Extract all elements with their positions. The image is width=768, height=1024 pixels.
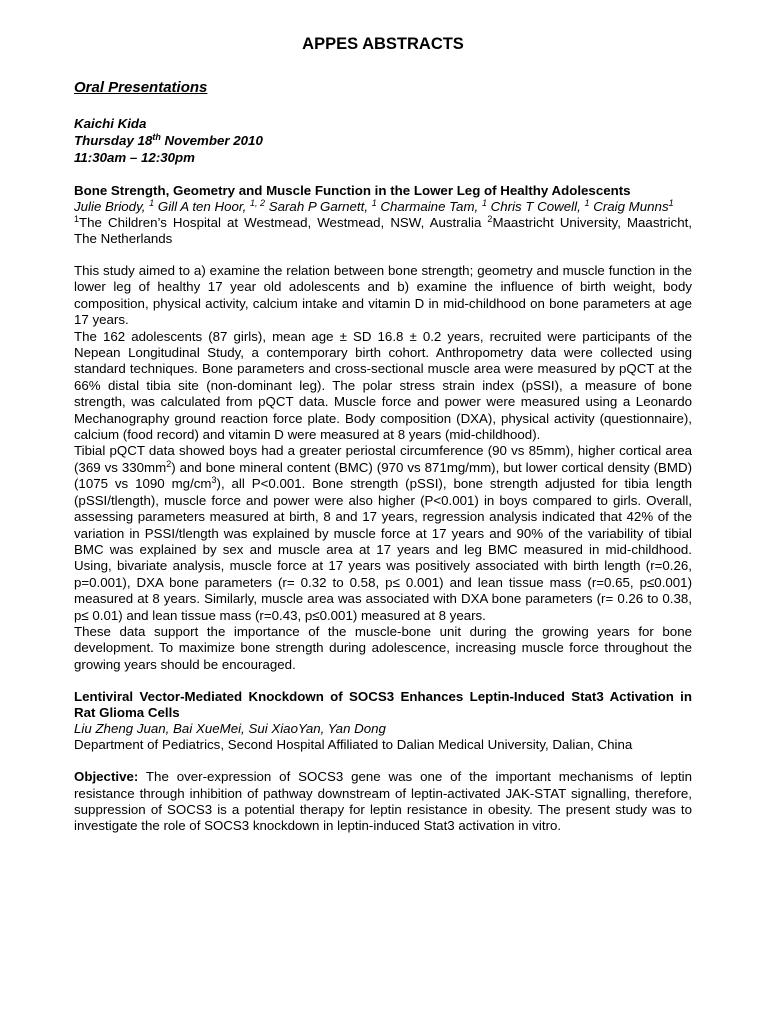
objective-label: Objective: bbox=[74, 769, 139, 785]
abstract-1-paragraph: This study aimed to a) examine the relation between bone strength; geometry and muscle function in the lower leg of healthy 17 year old adolescents and b) examine the influence of birth weight, body composition, physical activity, calcium intake and vitamin D in mid-childhood on bone parameters at age 17 years. bbox=[74, 263, 692, 328]
abstract-2 bbox=[74, 689, 692, 835]
abstract-2-objective: Objective: The over-expression of SOCS3 gene was one of the important mechanisms of leptin resistance through inhibition of pathway downstream of leptin-activated JAK-STAT signalling, therefore, suppression of SOCS3 is a potential therapy for leptin resistance in obesity. The present study was to investigate the role of SOCS3 knockdown in leptin-induced Stat3 activation in vitro. bbox=[74, 769, 692, 834]
document-page bbox=[74, 34, 692, 835]
abstract-2-authors: Liu Zheng Juan, Bai XueMei, Sui XiaoYan, Yan Dong bbox=[74, 721, 386, 737]
session-date: Thursday 18th November 2010 bbox=[74, 132, 263, 148]
document-title: APPES ABSTRACTS bbox=[302, 35, 464, 53]
session-info bbox=[74, 115, 692, 166]
abstract-2-title: Lentiviral Vector-Mediated Knockdown of SOCS3 Enhances Leptin-Induced Stat3 Activation in Rat Glioma Cells bbox=[74, 689, 692, 721]
session-chair: Kaichi Kida bbox=[74, 116, 147, 131]
abstract-1-authors: Julie Briody, $^1$ Gill A ten Hoor, $^{1, 2}$ Sarah P Garnett, $^1$ Charmaine Tam, $^1$ Chris T Cowell, $^1$ Craig Munns$^1$ bbox=[74, 198, 674, 214]
abstract-1-paragraph: Tibial pQCT data showed boys had a greater periostal circumference (90 vs 85mm), higher cortical area (369 vs $330mm^2$) and bone mineral content (BMC) (970 vs 871mg/mm), but lower cortical density (BMD) (1075 vs 1090 $mg/cm^3$), all P<0.001. Bone strength (pSSI), bone strength adjusted for tibia length (pSSI/tlength), muscle force and power were also higher (P<0.001) in boys compared to girls. Overall, assessing parameters measured at birth, 8 and 17 years, regression analysis indicated that 42% of the variation in PSSI/tlength was explained by muscle force at 17 years and 90% of the variability of tibial BMC was explained by sex and muscle area at 17 years and leg BMC measured in mid-childhood. Using, bivariate analysis, muscle force at 17 years was positively associated with birth length (r=0.26, p=0.001), DXA bone parameters (r= 0.32 to 0.58, p≤ 0.001) and lean tissue mass (r=0.65, p≤0.001) measured at 8 years. Similarly, muscle area was associated with DXA bone parameters (r= 0.26 to 0.38, p≤ 0.01) and lean tissue mass (r=0.43, p≤0.001) measured at 8 years. bbox=[74, 443, 693, 623]
abstract-1-paragraph: The 162 adolescents (87 girls), mean age ± SD 16.8 ± 0.2 years, recruited were participants of the Nepean Longitudinal Study, a contemporary birth cohort. Anthropometry data were collected using standard techniques. Bone parameters and cross-sectional muscle area were measured by pQCT at the 66% distal tibia site (non-dominant leg). The polar stress strain index (pSSI), a measure of bone strength, was calculated from pQCT data. Muscle force and power were measured using a Leonardo Mechanography ground reaction force plate. Body composition (DXA), physical activity (questionnaire), calcium (food record) and vitamin D were measured at 8 years (mid-childhood). bbox=[74, 328, 692, 443]
abstract-1-title: Bone Strength, Geometry and Muscle Function in the Lower Leg of Healthy Adolescents bbox=[74, 183, 631, 198]
section-title: Oral Presentations bbox=[74, 79, 208, 96]
abstract-1-affiliation: $^1$The Children’s Hospital at Westmead, Westmead, NSW, Australia $^2$Maastricht University, Maastricht, The Netherlands bbox=[74, 214, 692, 246]
session-time: 11:30am – 12:30pm bbox=[74, 150, 195, 165]
abstract-1 bbox=[74, 183, 692, 673]
abstract-2-affiliation: Department of Pediatrics, Second Hospital Affiliated to Dalian Medical University, Dalian, China bbox=[74, 737, 633, 753]
abstract-1-paragraph: These data support the importance of the muscle-bone unit during the growing years for bone development. To maximize bone strength during adolescence, increasing muscle force throughout the growing years should be encouraged. bbox=[74, 623, 692, 672]
